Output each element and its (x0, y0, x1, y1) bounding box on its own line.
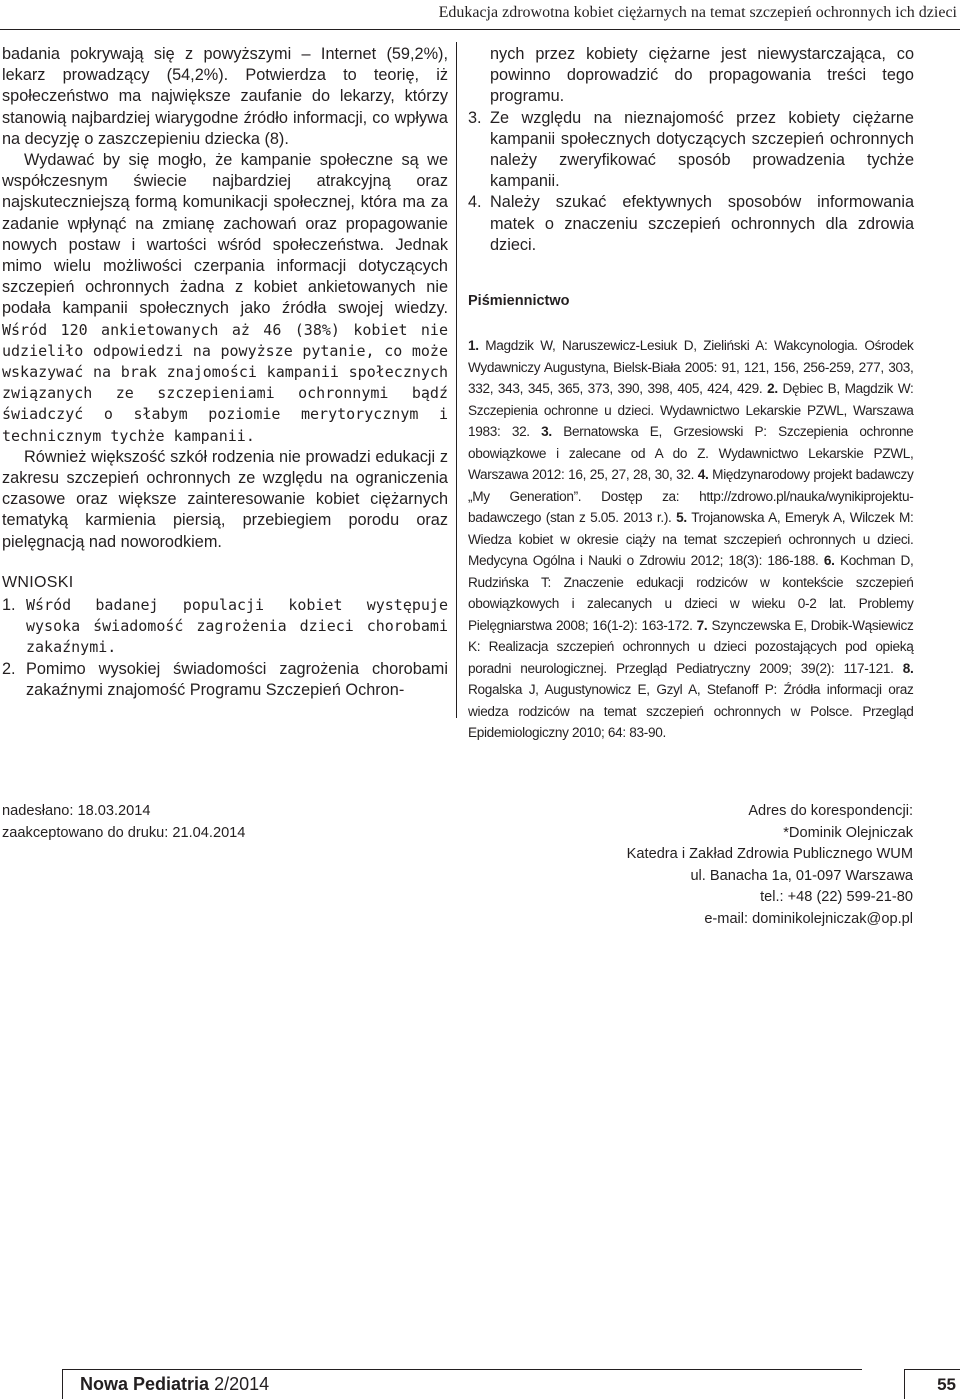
submission-dates (2, 801, 245, 844)
journal-name: Nowa Pediatria (80, 1374, 210, 1394)
paragraph: nych przez kobiety ciężarne jest niewystarczająca, co powinno doprowadzić do propagowania treści tego programu. (490, 45, 914, 106)
left-column (2, 44, 448, 701)
right-column (468, 44, 914, 745)
phone: tel.: +48 (22) 599-21-80 (760, 889, 913, 905)
list-item (2, 595, 448, 659)
paragraph-part: Wydawać by się mogło, że kampanie społeczne są we współczesnym świecie najbardziej atrakcyjną oraz najskuteczniejszą formą komunikacji społecznej, która ma za zadanie wpłynąć na zmianę zachowań oraz propagowanie nowych postaw i wartości wśród społeczeństwa. Jednak mimo wielu możliwości czerpania informacji dotyczących szczepień ochronnych żadna z kobiet ankietowanych nie podała kampanii społecznych jako źródła swojej wiedzy. (2, 151, 448, 318)
list-text: Należy szukać efektywnych sposobów informowania matek o znaczeniu szczepień ochronnych dla zdrowia dzieci. (490, 193, 914, 254)
journal-issue: 2/2014 (214, 1374, 270, 1394)
reference-number: 8. (902, 660, 914, 677)
reference-number: 1. (468, 338, 479, 355)
institution: Katedra i Zakład Zdrowia Publicznego WUM (626, 846, 913, 862)
list-item (2, 659, 448, 701)
reference-number: 5. (676, 510, 687, 527)
street-address: ul. Banacha 1a, 01-097 Warszawa (690, 867, 913, 884)
page-number: 55 (937, 1375, 956, 1394)
references-title: Piśmiennictwo (468, 293, 570, 310)
paragraph: badania pokrywają się z powyższymi – Internet (59,2%), lekarz prowadzący (54,2%). Potwierdza to teorię, iż społeczeństwo ma największe zaufanie do lekarzy, którzy stanowią najbardziej wiarygodne źródło informacji, co wpływa na decyzję o zaszczepieniu dziecka (8). (2, 45, 448, 148)
reference-number: 3. (541, 424, 552, 441)
list-item (468, 192, 914, 256)
list-text: Pomimo wysokiej świadomości zagrożenia chorobami zakaźnymi znajomość Programu Szczepień Ochron- (26, 659, 448, 699)
reference-number: 7. (696, 617, 708, 634)
correspondence-address (627, 801, 913, 930)
journal-title (80, 1374, 269, 1395)
reference-text: Szynczewska E, Drobik-Wąsiewicz K: Realizacja szczepień ochronnych u dzieci pozostających pod opieką poradni neurologicznej. Przegląd Pediatryczny 2009; 39(2): 117-121. (468, 617, 914, 677)
reference-number: 2. (767, 381, 778, 398)
page-footer (62, 1369, 960, 1399)
reference-text: Trojanowska A, Emeryk A, Wilczek M: Wiedza kobiet w okresie ciąży na temat szczepień ochronnych u dzieci. Medycyna Ogólna i Nauki o Zdrowiu 2012; 18(3): 186-188. (468, 510, 914, 570)
paragraph (2, 150, 448, 447)
paragraph-part: Wśród 120 ankietowanych aż 46 (38%) kobiet nie udzieliło odpowiedzi na powyższe pytanie, co może wskazywać na brak znajomości kampanii społecznych związanych ze szczepieniami ochronnymi bądź świadczyć o słabym poziomie merytorycznym i technicznym tychże kampanii. (2, 320, 448, 445)
section-title: WNIOSKI (2, 573, 74, 591)
list-number: 3. (468, 108, 482, 127)
reference-text: Rogalska J, Augustynowicz E, Gzyl A, Stefanoff P: Źródła informacji oraz wiedza rodziców na temat szczepień ochronnych w Polsce. Przegląd Epidemiologiczny 2010; 64: 83-90. (468, 682, 914, 742)
column-divider (456, 42, 457, 718)
list-item (468, 108, 914, 193)
running-head (0, 0, 960, 30)
author-name: *Dominik Olejniczak (783, 824, 913, 841)
conclusions-list (2, 595, 448, 701)
email: e-mail: dominikolejniczak@op.pl (704, 910, 913, 927)
conclusions-list (468, 108, 914, 256)
reference-text: Bernatowska E, Grzesiowski P: Szczepienia ochronne obowiązkowe i zalecane od A do Z. Wydawnictwo Lekarskie PZWL, Warszawa 2012: 16, 25, 27, 28, 30, 32. (468, 424, 914, 484)
reference-text: Kochman D, Rudzińska T: Znaczenie edukacji rodziców w kontekście szczepień obowiązkowych i zalecanych u dzieci w wieku 0-2 lat. Problemy Pielęgniarstwa 2008; 16(1-2): 163-172. (468, 553, 914, 634)
list-number: 2. (2, 659, 16, 678)
address-label: Adres do korespondencji: (748, 803, 913, 819)
running-head-title: Edukacja zdrowotna kobiet ciężarnych na temat szczepień ochronnych ich dzieci (438, 4, 957, 21)
list-text: Ze względu na nieznajomość przez kobiety ciężarne kampanii społecznych dotyczących szczepień ochronnych należy zweryfikować sposób prowadzenia tychże kampanii. (490, 108, 914, 191)
list-number: 1. (2, 596, 16, 615)
reference-number: 4. (697, 467, 709, 484)
reference-text: Dębiec B, Magdzik W: Szczepienia ochronne u dzieci. Wydawnictwo Lekarskie PZWL, Warszawa 1983: 32. (468, 381, 914, 441)
received-date: nadesłano: 18.03.2014 (2, 803, 151, 819)
references-list (468, 336, 913, 745)
list-text: Wśród badanej populacji kobiet występuje wysoka świadomość zagrożenia dzieci chorobami zakaźnymi. (26, 596, 448, 657)
reference-number: 6. (823, 553, 835, 570)
reference-text: Międzynarodowy projekt badawczy „My Generation”. Dostęp za: http://zdrowo.pl/nauka/wynikiprojektu-badawczego (stan z 5.05. 2013 r.). (468, 467, 914, 527)
accepted-date: zaakceptowano do druku: 21.04.2014 (2, 824, 246, 841)
header-rule (0, 29, 960, 30)
paragraph: Również większość szkół rodzenia nie prowadzi edukacji z zakresu szczepień ochronnych ze względu na ograniczenia czasowe oraz większe zainteresowanie kobiet ciężarnych tematyką karmienia piersią, przebiegiem porodu oraz pielęgnacją nad noworodkiem. (2, 447, 448, 551)
list-number: 4. (468, 193, 482, 212)
reference-text: Magdzik W, Naruszewicz-Lesiuk D, Zieliński A: Wakcynologia. Ośrodek Wydawniczy Augustyna, Bielsk-Biała 2005: 91, 121, 156, 256-259, 277, 303, 332, 343, 345, 365, 373, 390, 398, 405, 424, 429. (468, 338, 914, 398)
